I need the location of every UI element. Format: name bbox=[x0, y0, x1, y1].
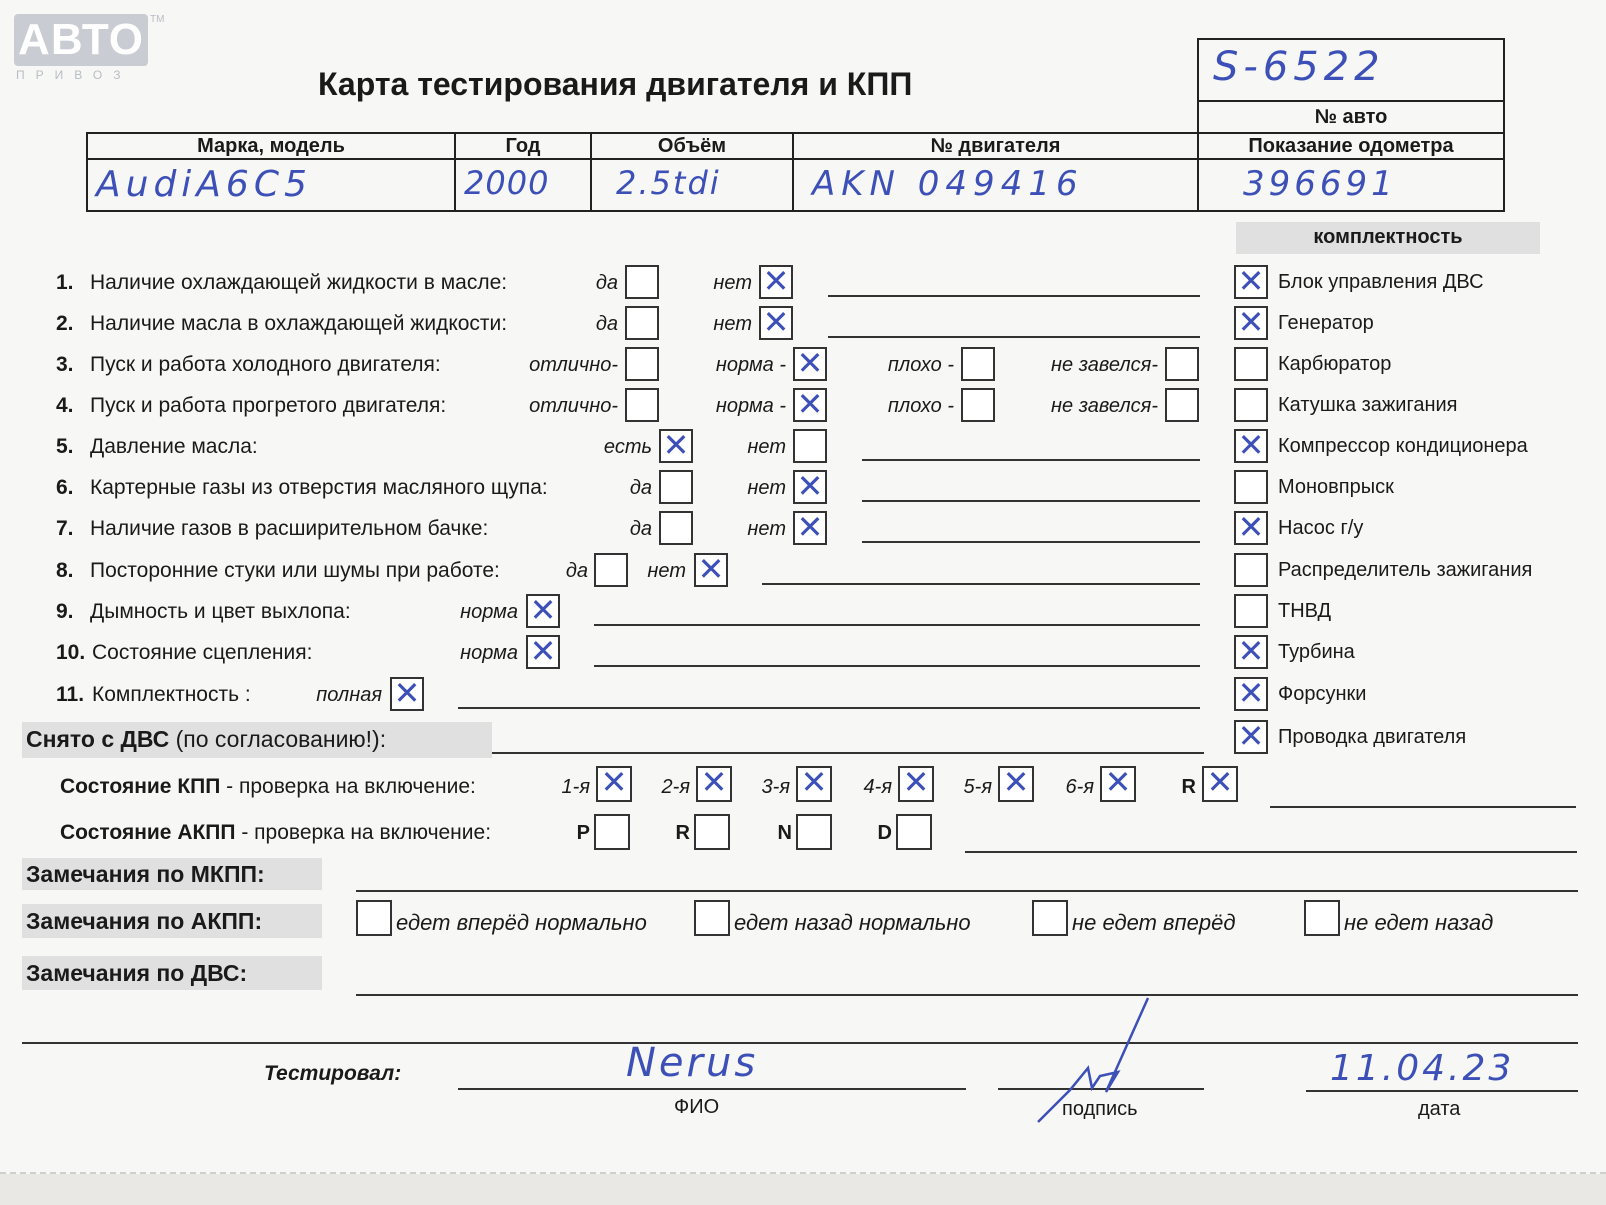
check-3-opt2-box[interactable] bbox=[793, 344, 827, 382]
completeness-6-box[interactable] bbox=[1234, 470, 1268, 504]
kpp-line[interactable] bbox=[1270, 806, 1576, 808]
completeness-8-box[interactable] bbox=[1234, 553, 1268, 587]
check-8-opt1-label: да bbox=[565, 560, 588, 582]
akpp-mode-4-box[interactable] bbox=[896, 814, 932, 850]
akpp-mode-1-box[interactable] bbox=[594, 814, 630, 850]
completeness-2-label: Генератор bbox=[1278, 312, 1374, 334]
check-7-opt2-box[interactable] bbox=[793, 508, 827, 546]
check-8-number: 8. bbox=[56, 559, 74, 582]
car-number-value: S-6522 bbox=[1213, 44, 1385, 90]
check-9-opt1-label: норма bbox=[460, 601, 518, 623]
check-1-comment-line[interactable] bbox=[828, 295, 1200, 297]
akpp-label-rest: - проверка на включение: bbox=[235, 821, 492, 844]
kpp-gear-7-box-mark: ✕ bbox=[1206, 763, 1234, 801]
odometer-value: 396691 bbox=[1243, 164, 1397, 204]
check-1-opt1-box[interactable] bbox=[625, 265, 659, 299]
year-cell bbox=[454, 158, 592, 212]
engine-value: AKN 049416 bbox=[812, 164, 1084, 204]
logo-subtitle: ПРИВОЗ bbox=[16, 68, 132, 82]
remarks-akpp-label: Замечания по АКПП: bbox=[26, 908, 263, 934]
check-7-number: 7. bbox=[56, 517, 74, 540]
col-volume-header bbox=[590, 132, 794, 160]
check-9-opt1-box[interactable] bbox=[526, 591, 560, 629]
kpp-gear-5-label: 5-я bbox=[963, 776, 992, 798]
page-title: Карта тестирования двигателя и КПП bbox=[318, 66, 913, 102]
col-volume-label: Объём bbox=[657, 135, 727, 157]
removed-label bbox=[26, 726, 386, 753]
date-value: 11.04.23 bbox=[1330, 1048, 1515, 1089]
check-6-comment-line[interactable] bbox=[862, 500, 1200, 502]
check-10-label: Состояние сцепления: bbox=[92, 641, 313, 664]
check-10-comment-line[interactable] bbox=[594, 665, 1200, 667]
akpp-line[interactable] bbox=[965, 851, 1577, 853]
akpp-label bbox=[60, 821, 491, 845]
check-4-opt1-label: отлично- bbox=[529, 395, 618, 417]
logo bbox=[14, 14, 148, 82]
remarks-mkpp-label: Замечания по МКПП: bbox=[26, 861, 265, 887]
kpp-gear-1-box[interactable] bbox=[596, 763, 632, 802]
akpp-remark-3-box[interactable] bbox=[1032, 900, 1068, 936]
kpp-gear-5-box-mark: ✕ bbox=[1002, 763, 1030, 801]
removed-title: Снято с ДВС bbox=[26, 726, 170, 752]
check-6-opt2-label: нет bbox=[747, 477, 786, 499]
completeness-1-box-mark: ✕ bbox=[1237, 262, 1265, 300]
torn-edge bbox=[0, 1158, 1606, 1174]
kpp-gear-2-box-mark: ✕ bbox=[700, 763, 728, 801]
akpp-mode-2-label: R bbox=[675, 822, 690, 844]
check-3-label: Пуск и работа холодного двигателя: bbox=[90, 353, 441, 376]
check-3-opt4-label: не завелся- bbox=[1051, 354, 1158, 376]
check-3-number: 3. bbox=[56, 353, 74, 376]
completeness-11-label: Форсунки bbox=[1278, 683, 1367, 705]
check-7-opt2-box-mark: ✕ bbox=[796, 508, 824, 546]
completeness-10-box[interactable] bbox=[1234, 632, 1268, 670]
kpp-gear-3-box-mark: ✕ bbox=[800, 763, 828, 801]
check-3-opt1-label: отлично- bbox=[529, 354, 618, 376]
check-5-comment-line[interactable] bbox=[862, 459, 1200, 461]
date-label: дата bbox=[1418, 1098, 1461, 1120]
check-9-comment-line[interactable] bbox=[594, 624, 1200, 626]
completeness-12-box[interactable] bbox=[1234, 717, 1268, 755]
completeness-4-box[interactable] bbox=[1234, 388, 1268, 422]
check-5-number: 5. bbox=[56, 435, 74, 458]
kpp-gear-3-label: 3-я bbox=[761, 776, 790, 798]
check-4-opt4-box[interactable] bbox=[1165, 388, 1199, 422]
check-3-opt3-box[interactable] bbox=[961, 347, 995, 381]
check-5-label: Давление масла: bbox=[90, 435, 258, 458]
check-8-comment-line[interactable] bbox=[762, 583, 1200, 585]
completeness-12-box-mark: ✕ bbox=[1237, 717, 1265, 755]
check-8-opt2-box[interactable] bbox=[694, 550, 728, 588]
check-3-opt3-label: плохо - bbox=[887, 354, 954, 376]
completeness-6-label: Моновпрыск bbox=[1278, 476, 1394, 498]
check-2-comment-line[interactable] bbox=[828, 336, 1200, 338]
kpp-gear-3-box[interactable] bbox=[796, 763, 832, 802]
check-1-opt1-label: да bbox=[595, 272, 618, 294]
kpp-gear-6-box[interactable] bbox=[1100, 763, 1136, 802]
odometer-cell bbox=[1197, 158, 1505, 212]
kpp-gear-7-label: R bbox=[1181, 776, 1196, 798]
check-3-opt1-box[interactable] bbox=[625, 347, 659, 381]
check-11-opt1-label: полная bbox=[316, 684, 382, 706]
kpp-gear-2-box[interactable] bbox=[696, 763, 732, 802]
completeness-1-label: Блок управления ДВС bbox=[1278, 271, 1484, 293]
check-2-opt1-label: да bbox=[595, 313, 618, 335]
car-number-label: № авто bbox=[1314, 106, 1388, 128]
completeness-7-box-mark: ✕ bbox=[1237, 508, 1265, 546]
completeness-5-box[interactable] bbox=[1234, 426, 1268, 464]
check-6-opt2-box-mark: ✕ bbox=[796, 467, 824, 505]
kpp-label-bold: Состояние КПП bbox=[60, 775, 221, 798]
completeness-2-box[interactable] bbox=[1234, 303, 1268, 341]
check-10-number: 10. bbox=[56, 641, 86, 664]
col-odometer-label: Показание одометра bbox=[1248, 135, 1454, 157]
akpp-mode-3-label: N bbox=[777, 822, 792, 844]
kpp-gear-1-label: 1-я bbox=[561, 776, 590, 798]
check-2-opt2-box[interactable] bbox=[759, 303, 793, 341]
akpp-mode-3-box[interactable] bbox=[796, 814, 832, 850]
check-7-opt1-box[interactable] bbox=[659, 511, 693, 545]
check-2-number: 2. bbox=[56, 312, 74, 335]
kpp-label-rest: - проверка на включение: bbox=[220, 775, 476, 798]
check-3-opt4-box[interactable] bbox=[1165, 347, 1199, 381]
completeness-title: комплектность bbox=[1313, 226, 1463, 248]
akpp-remark-2-box[interactable] bbox=[694, 900, 730, 936]
completeness-10-box-mark: ✕ bbox=[1237, 632, 1265, 670]
removed-note: (по согласованию!): bbox=[175, 726, 387, 752]
remarks-extra-line[interactable] bbox=[22, 1042, 1578, 1044]
col-model-label: Марка, модель bbox=[197, 135, 345, 157]
check-8-opt1-box[interactable] bbox=[594, 553, 628, 587]
check-4-opt2-box[interactable] bbox=[793, 385, 827, 423]
check-10-opt1-box-mark: ✕ bbox=[529, 632, 557, 670]
fio-label: ФИО bbox=[674, 1096, 720, 1118]
check-11-number: 11. bbox=[56, 683, 85, 706]
check-4-opt4-label: не завелся- bbox=[1051, 395, 1158, 417]
completeness-1-box[interactable] bbox=[1234, 262, 1268, 300]
completeness-10-label: Турбина bbox=[1278, 641, 1355, 663]
completeness-8-label: Распределитель зажигания bbox=[1278, 559, 1533, 581]
check-5-opt1-box-mark: ✕ bbox=[662, 426, 690, 464]
check-8-label: Посторонние стуки или шумы при работе: bbox=[90, 559, 500, 582]
remarks-dvs-label: Замечания по ДВС: bbox=[26, 960, 248, 986]
akpp-mode-2-box[interactable] bbox=[694, 814, 730, 850]
completeness-2-box-mark: ✕ bbox=[1237, 303, 1265, 341]
check-10-opt1-label: норма bbox=[460, 642, 518, 664]
check-10-opt1-box[interactable] bbox=[526, 632, 560, 670]
check-3-opt2-label: норма - bbox=[715, 354, 786, 376]
check-4-opt1-box[interactable] bbox=[625, 388, 659, 422]
remarks-mkpp-line[interactable] bbox=[356, 890, 1578, 892]
col-odometer-header bbox=[1197, 132, 1505, 160]
logo-mark: АВТО bbox=[14, 14, 148, 66]
kpp-gear-4-box[interactable] bbox=[898, 763, 934, 802]
kpp-gear-4-box-mark: ✕ bbox=[902, 763, 930, 801]
check-5-opt2-label: нет bbox=[747, 436, 786, 458]
tester-name: Nerus bbox=[626, 1040, 759, 1086]
car-number-cell bbox=[1197, 38, 1505, 102]
check-1-opt2-box[interactable] bbox=[759, 262, 793, 300]
volume-cell bbox=[590, 158, 794, 212]
check-8-opt2-label: нет bbox=[647, 560, 686, 582]
check-2-label: Наличие масла в охлаждающей жидкости: bbox=[90, 312, 508, 335]
akpp-label-bold: Состояние АКПП bbox=[60, 821, 236, 844]
akpp-mode-1-label: P bbox=[576, 822, 590, 844]
completeness-5-box-mark: ✕ bbox=[1237, 426, 1265, 464]
col-year-label: Год bbox=[505, 135, 541, 157]
kpp-gear-5-box[interactable] bbox=[998, 763, 1034, 802]
engine-cell bbox=[792, 158, 1199, 212]
check-4-opt3-label: плохо - bbox=[887, 395, 954, 417]
check-6-opt1-label: да bbox=[629, 477, 652, 499]
check-9-opt1-box-mark: ✕ bbox=[529, 591, 557, 629]
completeness-7-label: Насос г/у bbox=[1278, 517, 1364, 539]
check-5-opt1-label: есть bbox=[603, 436, 652, 458]
akpp-remark-2-label: едет назад нормально bbox=[734, 910, 971, 935]
check-8-opt2-box-mark: ✕ bbox=[697, 550, 725, 588]
check-1-number: 1. bbox=[56, 271, 74, 294]
col-engine-label: № двигателя bbox=[930, 135, 1061, 157]
signature-label: подпись bbox=[1062, 1098, 1138, 1120]
check-4-number: 4. bbox=[56, 394, 74, 417]
check-3-opt2-box-mark: ✕ bbox=[796, 344, 824, 382]
check-11-comment-line[interactable] bbox=[458, 707, 1200, 709]
completeness-9-label: ТНВД bbox=[1278, 600, 1332, 622]
date-line[interactable] bbox=[1306, 1090, 1578, 1092]
completeness-12-label: Проводка двигателя bbox=[1278, 726, 1467, 748]
kpp-label bbox=[60, 775, 476, 799]
completeness-7-box[interactable] bbox=[1234, 508, 1268, 546]
check-6-number: 6. bbox=[56, 476, 74, 499]
akpp-remark-3-label: не едет вперёд bbox=[1072, 910, 1236, 935]
check-6-opt1-box[interactable] bbox=[659, 470, 693, 504]
check-7-opt1-label: да bbox=[629, 518, 652, 540]
volume-value: 2.5tdi bbox=[616, 164, 721, 202]
check-4-opt3-box[interactable] bbox=[961, 388, 995, 422]
remarks-dvs-line[interactable] bbox=[356, 994, 1578, 996]
check-1-opt2-label: нет bbox=[713, 272, 752, 294]
kpp-gear-6-label: 6-я bbox=[1065, 776, 1094, 798]
check-6-opt2-box[interactable] bbox=[793, 467, 827, 505]
check-7-comment-line[interactable] bbox=[862, 541, 1200, 543]
car-number-label-cell bbox=[1197, 100, 1505, 132]
check-4-opt2-box-mark: ✕ bbox=[796, 385, 824, 423]
kpp-gear-4-label: 4-я bbox=[863, 776, 892, 798]
logo-tm: TM bbox=[150, 14, 165, 25]
check-11-opt1-box-mark: ✕ bbox=[393, 674, 421, 712]
akpp-remark-1-box[interactable] bbox=[356, 900, 392, 936]
col-year-header bbox=[454, 132, 592, 160]
completeness-11-box-mark: ✕ bbox=[1237, 674, 1265, 712]
check-5-opt1-box[interactable] bbox=[659, 426, 693, 464]
check-7-label: Наличие газов в расширительном бачке: bbox=[90, 517, 489, 540]
tester-name-line[interactable] bbox=[458, 1088, 966, 1090]
check-4-label: Пуск и работа прогретого двигателя: bbox=[90, 394, 447, 417]
col-engine-header bbox=[792, 132, 1199, 160]
check-2-opt2-box-mark: ✕ bbox=[762, 303, 790, 341]
kpp-gear-2-label: 2-я bbox=[661, 776, 690, 798]
completeness-4-label: Катушка зажигания bbox=[1278, 394, 1458, 416]
completeness-9-box[interactable] bbox=[1234, 594, 1268, 628]
akpp-remark-4-box[interactable] bbox=[1304, 900, 1340, 936]
kpp-gear-6-box-mark: ✕ bbox=[1104, 763, 1132, 801]
model-value: AudiA6C5 bbox=[96, 164, 312, 205]
check-1-label: Наличие охлаждающей жидкости в масле: bbox=[90, 271, 508, 294]
check-1-opt2-box-mark: ✕ bbox=[762, 262, 790, 300]
akpp-remark-1-label: едет вперёд нормально bbox=[396, 910, 647, 935]
completeness-11-box[interactable] bbox=[1234, 674, 1268, 712]
tested-by-label: Тестировал: bbox=[264, 1062, 402, 1085]
col-model-header bbox=[86, 132, 456, 160]
removed-line[interactable] bbox=[492, 752, 1204, 754]
check-11-opt1-box[interactable] bbox=[390, 674, 424, 712]
check-7-opt2-label: нет bbox=[747, 518, 786, 540]
akpp-remark-4-label: не едет назад bbox=[1344, 910, 1494, 935]
check-2-opt2-label: нет bbox=[713, 313, 752, 335]
check-9-label: Дымность и цвет выхлопа: bbox=[90, 600, 351, 623]
completeness-5-label: Компрессор кондиционера bbox=[1278, 435, 1528, 457]
kpp-gear-1-box-mark: ✕ bbox=[600, 763, 628, 801]
check-2-opt1-box[interactable] bbox=[625, 306, 659, 340]
check-11-label: Комплектность : bbox=[92, 683, 251, 706]
model-cell bbox=[86, 158, 456, 212]
check-6-label: Картерные газы из отверстия масляного щупа: bbox=[90, 476, 548, 499]
check-9-number: 9. bbox=[56, 600, 74, 623]
year-value: 2000 bbox=[464, 164, 550, 202]
kpp-gear-7-box[interactable] bbox=[1202, 763, 1238, 802]
akpp-mode-4-label: D bbox=[877, 822, 892, 844]
check-5-opt2-box[interactable] bbox=[793, 429, 827, 463]
completeness-3-label: Карбюратор bbox=[1278, 353, 1392, 375]
check-4-opt2-label: норма - bbox=[715, 395, 786, 417]
completeness-3-box[interactable] bbox=[1234, 347, 1268, 381]
